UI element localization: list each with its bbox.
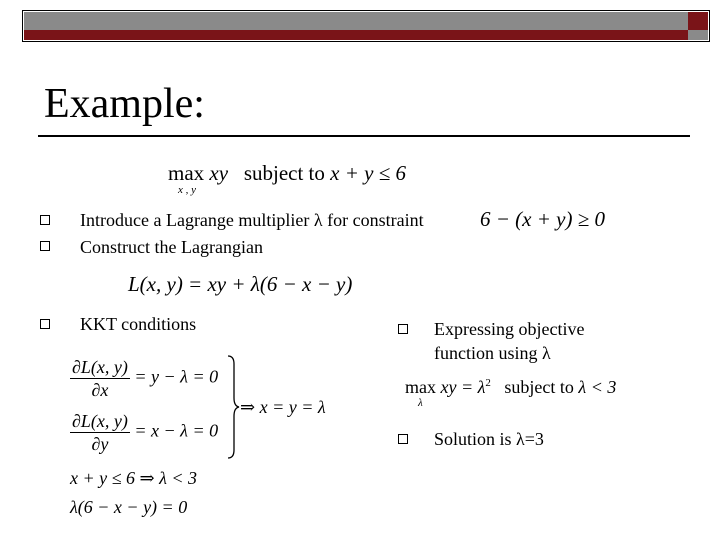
lagrangian-equation: L(x, y) = xy + λ(6 − x − y) [128, 272, 353, 296]
problem-constraint: x + y ≤ 6 [330, 161, 406, 185]
reduced-max: max [405, 377, 436, 397]
right-bullet-1-line-2: function using λ [434, 343, 551, 363]
reduced-subscript: λ [418, 397, 423, 409]
problem-statement [168, 160, 406, 186]
problem-subject-to: subject to [243, 161, 325, 185]
right-bullet-1-line-1: Expressing objective [434, 319, 585, 339]
right-brace-icon [226, 354, 240, 460]
dLdy-numerator: ∂L(x, y) [72, 411, 128, 431]
kkt-derivative-x [70, 356, 218, 401]
header-band-red [24, 30, 688, 40]
bullet-2-text: Construct the Lagrangian [80, 237, 263, 257]
reduced-condition: λ < 3 [578, 377, 617, 397]
reduced-subject-to: subject to [504, 377, 574, 397]
reduced-objective: xy = λ [440, 377, 486, 397]
dLdx-rhs: = y − λ = 0 [134, 366, 219, 387]
kkt-derivative-y [70, 410, 218, 455]
dLdx-denominator: ∂x [91, 380, 109, 400]
header-band-gray [24, 12, 688, 30]
bullet-square-icon [398, 324, 408, 334]
problem-max: max [168, 161, 205, 185]
bullet-square-icon [40, 241, 50, 251]
problem-subscript: x , y [178, 184, 197, 196]
header-corner-gray-square [688, 30, 708, 40]
kkt-line-3: x + y ≤ 6 ⇒ λ < 3 [70, 468, 198, 488]
bullet-1-text: Introduce a Lagrange multiplier λ for constraint [80, 210, 424, 230]
bullet-3-text: KKT conditions [80, 314, 197, 334]
bullet-1-constraint: 6 − (x + y) ≥ 0 [480, 207, 605, 231]
dLdx-numerator: ∂L(x, y) [72, 357, 128, 377]
title-underline [38, 135, 690, 137]
dLdy-rhs: = x − λ = 0 [134, 420, 219, 441]
bullet-square-icon [40, 319, 50, 329]
problem-objective: xy [209, 161, 229, 185]
bullet-square-icon [40, 215, 50, 225]
kkt-implies: ⇒ x = y = λ [240, 397, 326, 417]
right-bullet-2-text: Solution is λ=3 [434, 429, 544, 449]
kkt-line-4: λ(6 − x − y) = 0 [70, 497, 188, 517]
reduced-exponent: 2 [485, 377, 491, 389]
dLdy-denominator: ∂y [91, 434, 109, 454]
slide-title: Example: [44, 81, 205, 127]
header-corner-red-square [688, 12, 708, 30]
bullet-square-icon [398, 434, 408, 444]
reduced-problem [405, 377, 616, 398]
